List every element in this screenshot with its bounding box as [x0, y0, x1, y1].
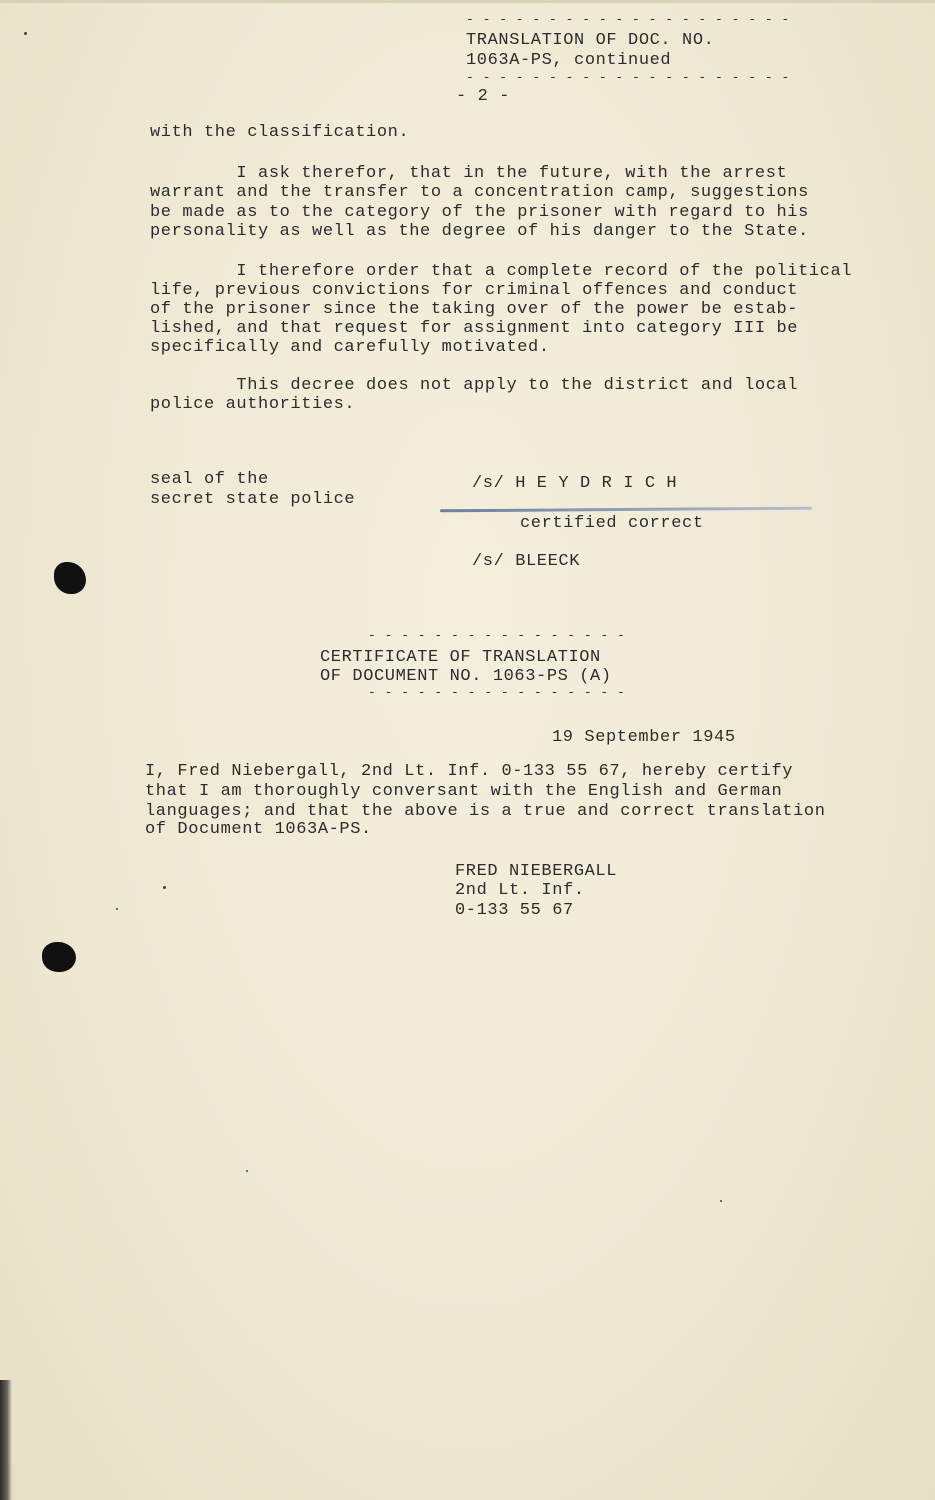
body-line: I ask therefor, that in the future, with the arrest: [150, 164, 788, 183]
body-line: be made as to the category of the prisoner with regard to his: [150, 203, 809, 222]
signature-ink-line: [440, 507, 812, 513]
signer-rank: 2nd Lt. Inf.: [455, 881, 585, 900]
body-line: life, previous convictions for criminal offences and conduct: [150, 281, 799, 300]
body-line: of the prisoner since the taking over of the power be estab-: [150, 300, 799, 319]
certificate-text-line: that I am thoroughly conversant with the English and German: [145, 782, 783, 801]
seal-label-line2: secret state police: [150, 490, 356, 509]
certificate-text-line: of Document 1063A-PS.: [145, 820, 372, 839]
certificate-text-line: I, Fred Niebergall, 2nd Lt. Inf. 0-133 55 67, hereby certify: [145, 762, 794, 781]
header-title-line1: TRANSLATION OF DOC. NO.: [466, 31, 715, 50]
punch-hole-icon: [42, 942, 76, 972]
paper-top-edge: [0, 0, 935, 3]
body-line: I therefore order that a complete record of the political: [150, 262, 853, 281]
speck: [246, 1170, 248, 1172]
signature-heydrich: /s/ H E Y D R I C H: [472, 474, 678, 493]
seal-label-line1: seal of the: [150, 470, 269, 489]
certificate-rule-top: - - - - - - - - - - - - - - - -: [368, 628, 626, 643]
body-line: warrant and the transfer to a concentration camp, suggestions: [150, 183, 809, 202]
speck: [163, 886, 166, 889]
body-line: lished, and that request for assignment into category III be: [150, 319, 799, 338]
body-line: with the classification.: [150, 123, 410, 142]
certificate-rule-bottom: - - - - - - - - - - - - - - - -: [368, 685, 626, 700]
page-number: - 2 -: [456, 87, 511, 106]
body-line: specifically and carefully motivated.: [150, 338, 550, 357]
header-rule-bottom: - - - - - - - - - - - - - - - - - - - -: [466, 70, 790, 85]
countersignature: /s/ BLEECK: [472, 552, 581, 571]
certificate-title-line2: OF DOCUMENT NO. 1063-PS (A): [320, 667, 612, 686]
certificate-date: 19 September 1945: [552, 728, 736, 747]
punch-hole-icon: [54, 562, 86, 594]
speck: [720, 1200, 722, 1202]
header-rule-top: - - - - - - - - - - - - - - - - - - - -: [466, 12, 790, 27]
paper-left-shadow: [0, 1380, 12, 1500]
signer-serial: 0-133 55 67: [455, 901, 574, 920]
body-line: This decree does not apply to the district and local: [150, 376, 799, 395]
signer-name: FRED NIEBERGALL: [455, 862, 618, 881]
speck: [116, 908, 118, 910]
certificate-title-line1: CERTIFICATE OF TRANSLATION: [320, 648, 601, 667]
body-line: personality as well as the degree of his danger to the State.: [150, 222, 809, 241]
certified-correct: certified correct: [520, 514, 704, 533]
body-line: police authorities.: [150, 395, 356, 414]
certificate-text-line: languages; and that the above is a true and correct translation: [145, 802, 826, 821]
speck: [24, 32, 27, 35]
header-title-line2: 1063A-PS, continued: [466, 51, 672, 70]
